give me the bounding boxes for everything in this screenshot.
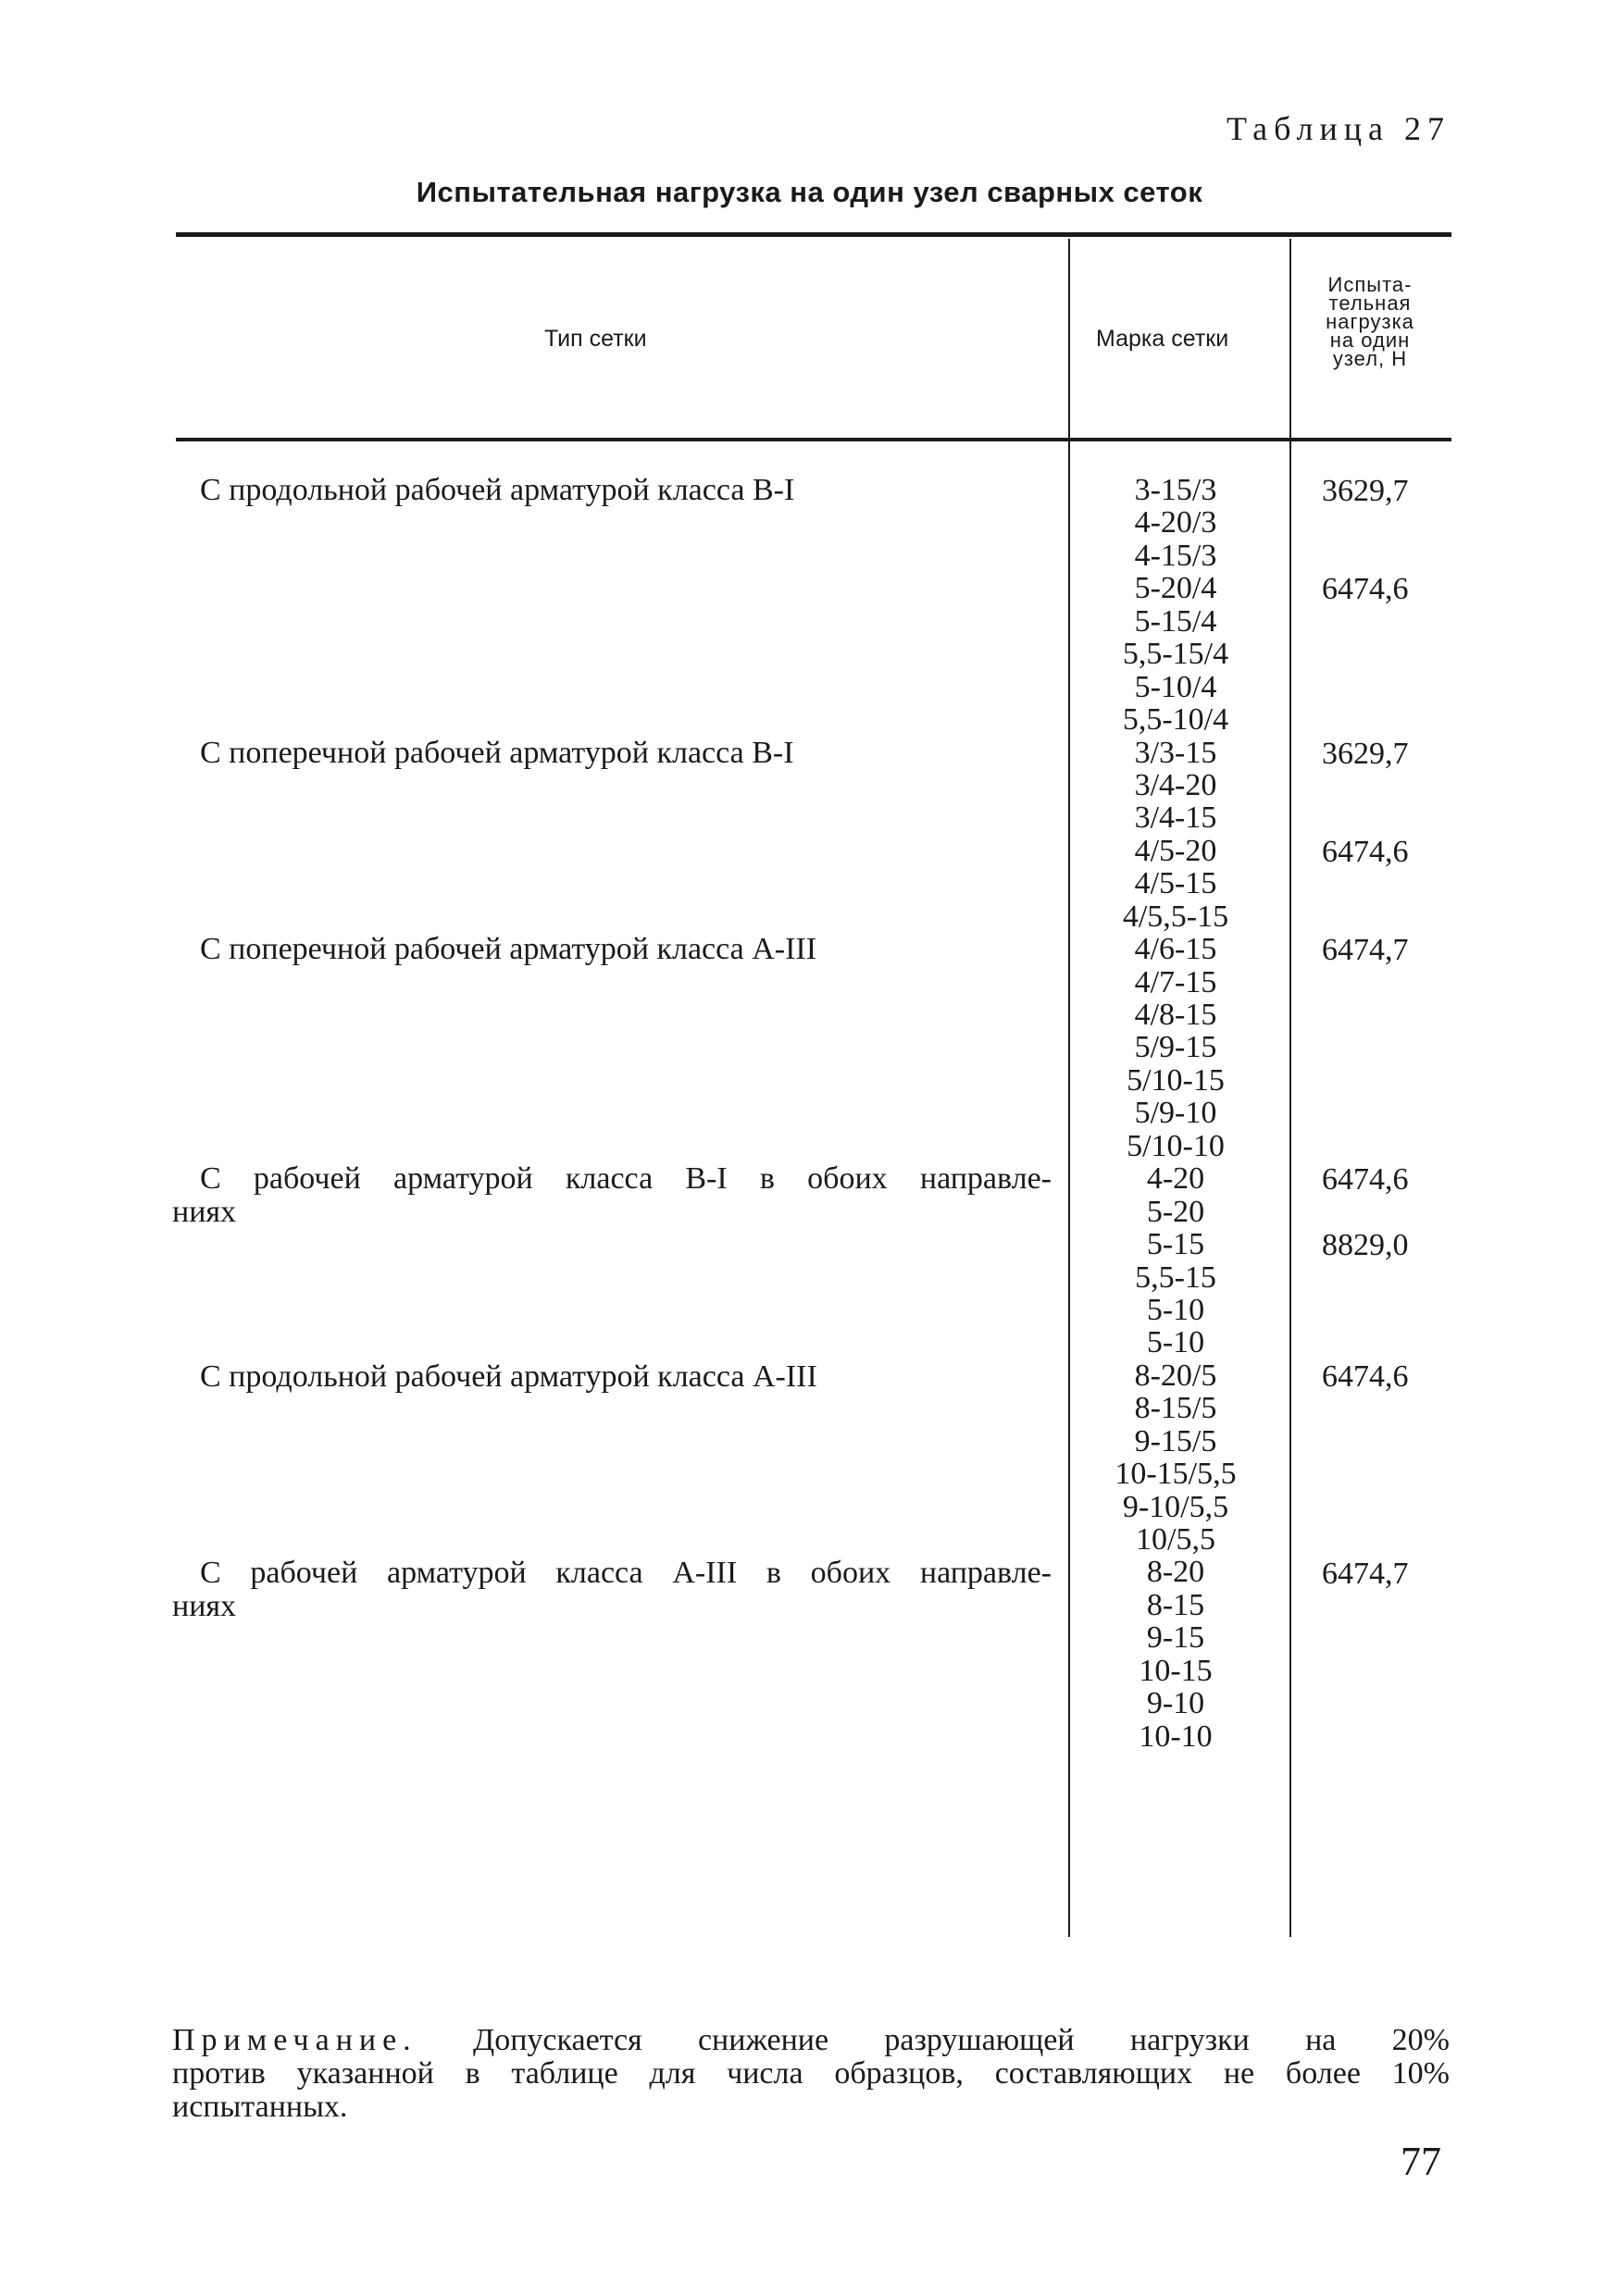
group-label [172,474,1052,507]
mesh-mark: 5-10/4 [1134,669,1217,704]
group-label [172,1360,1052,1394]
test-load-value: 6474,6 [1322,834,1409,869]
header-test-load-line: нагрузка [1326,310,1414,333]
group-label [172,933,1052,966]
group-label-line: С поперечной рабочей арматурой класса В-I [200,736,794,770]
group-label-line: С поперечной рабочей арматурой класса А-III [200,932,817,966]
mesh-mark: 4/8-15 [1134,998,1217,1032]
note-line: против указанной в таблице для числа образцов, составляющих не более 10% [172,2056,1450,2091]
mesh-mark: 5-20/4 [1134,571,1217,606]
mesh-mark: 4/5,5-15 [1122,899,1229,934]
mesh-mark: 4-20/3 [1134,505,1217,540]
group-label [172,1557,1052,1623]
mesh-mark: 8-15 [1146,1587,1205,1622]
mesh-marks-column [1065,474,1287,1753]
mesh-mark: 5-10 [1146,1292,1205,1327]
mesh-mark: 3/4-15 [1134,800,1217,836]
header-mesh-mark: Марка сетки [1096,326,1229,352]
header-test-load-line: узел, Н [1332,347,1408,370]
page-number: 77 [1401,2139,1441,2184]
group-label-line: ниях [172,1195,237,1229]
test-load-value: 6474,7 [1322,933,1409,968]
mesh-mark: 9-10/5,5 [1122,1489,1229,1524]
note-line [172,2024,1450,2057]
test-load-value: 6474,6 [1322,572,1409,607]
note-line: испытанных. [172,2090,348,2124]
column-divider-2 [1289,239,1291,1937]
mesh-mark: 8-15/5 [1134,1391,1217,1426]
header-test-load-line: на один [1329,329,1411,352]
group-label-line: ниях [172,1589,237,1623]
table-top-rule [176,232,1451,237]
mesh-mark: 10-15/5,5 [1115,1457,1237,1492]
group-label-line: С рабочей арматурой класса В-I в обоих направле- [200,1161,1052,1196]
mesh-mark: 4-20 [1146,1161,1205,1197]
group-label-line: С рабочей арматурой класса А-III в обоих направле- [200,1556,1052,1590]
mesh-mark: 3-15/3 [1134,473,1217,507]
mesh-mark: 10/5,5 [1136,1522,1215,1557]
mesh-mark: 9-10 [1146,1686,1205,1721]
mesh-mark: 5/9-10 [1134,1096,1217,1131]
group-label [172,1162,1052,1229]
mesh-mark: 9-15/5 [1134,1423,1217,1458]
mesh-mark: 4/6-15 [1134,932,1217,967]
mesh-mark: 4/5-20 [1134,833,1217,868]
mesh-mark: 3/3-15 [1134,735,1217,770]
mesh-mark: 4/5-15 [1134,866,1217,901]
mesh-mark: 4/7-15 [1134,964,1217,999]
test-load-value: 8829,0 [1322,1228,1409,1263]
mesh-mark: 5,5-15 [1135,1260,1216,1295]
note-text: Допускается снижение разрушающей нагрузки на 20% [473,2023,1451,2057]
mesh-mark: 5/10-15 [1127,1062,1225,1098]
group-label [172,737,1052,770]
note-heading: Примечание. [172,2023,417,2057]
mesh-mark: 8-20/5 [1134,1358,1217,1393]
mesh-mark: 5-10 [1146,1325,1205,1360]
header-test-load-line: тельная [1328,292,1412,315]
mesh-mark: 5,5-10/4 [1122,702,1229,738]
mesh-mark: 10-10 [1139,1719,1213,1754]
mesh-mark: 3/4-20 [1134,767,1217,802]
test-load-value: 6474,6 [1322,1359,1409,1395]
mesh-mark: 5/9-15 [1134,1030,1217,1065]
group-label-line: С продольной рабочей арматурой класса В-I [200,473,795,507]
table-title: Испытательная нагрузка на один узел сварных сеток [416,176,1203,208]
header-bottom-rule [176,438,1451,441]
mesh-mark: 10-15 [1139,1653,1213,1688]
test-load-value: 3629,7 [1322,736,1409,771]
mesh-mark: 5-20 [1146,1194,1205,1229]
mesh-mark: 5-15 [1146,1227,1205,1262]
header-test-load [1291,273,1449,370]
mesh-mark: 5/10-10 [1127,1128,1225,1163]
test-load-value: 3629,7 [1322,474,1409,508]
mesh-mark: 5,5-15/4 [1122,637,1229,672]
mesh-mark: 5-15/4 [1134,603,1217,639]
test-load-value: 6474,6 [1322,1162,1409,1198]
mesh-mark: 4-15/3 [1134,538,1217,573]
header-test-load-line: Испыта- [1327,273,1413,296]
table-number: Таблица 27 [1227,110,1451,147]
test-load-value: 6474,7 [1322,1556,1409,1591]
note [172,2024,1450,2124]
mesh-mark: 9-15 [1146,1620,1205,1656]
mesh-mark: 8-20 [1146,1555,1205,1590]
header-mesh-type: Тип сетки [544,326,647,352]
group-label-line: С продольной рабочей арматурой класса А-III [200,1359,817,1394]
